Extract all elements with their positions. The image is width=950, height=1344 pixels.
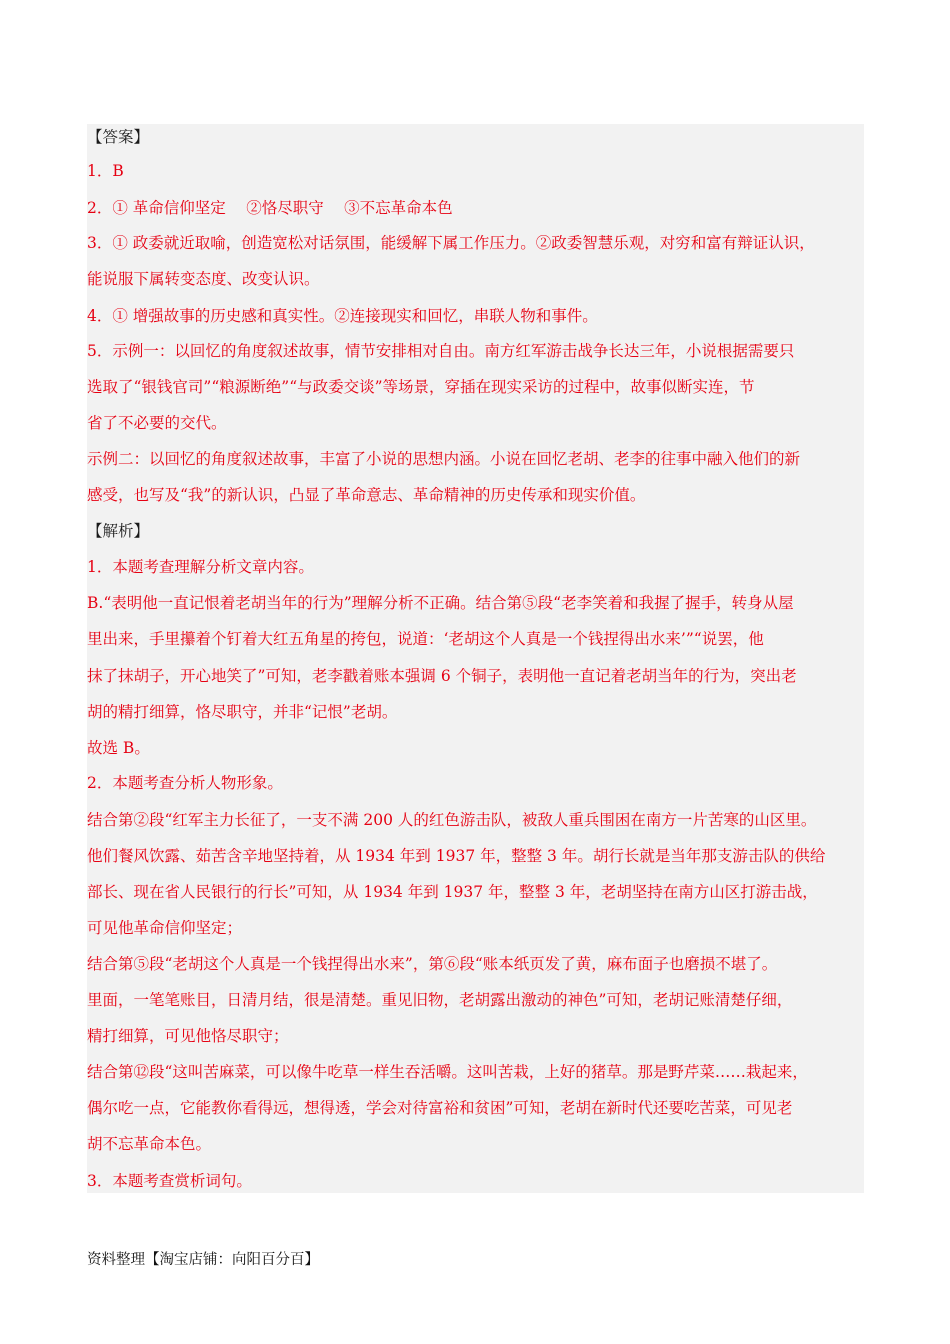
analysis-line-5: 胡的精打细算，恪尽职守，并非“记恨”老胡。 <box>87 703 398 721</box>
analysis-line-14: 精打细算，可见他恪尽职守； <box>87 1027 289 1045</box>
answer-line-10: 感受，也写及“我”的新认识，凸显了革命意志、革命精神的历史传承和现实价值。 <box>87 486 646 504</box>
analysis-line-1: 1．本题考查理解分析文章内容。 <box>87 558 314 576</box>
answer-line-6: 5．示例一：以回忆的角度叙述故事，情节安排相对自由。南方红军游击战争长达三年，小说根据需要只 <box>87 342 795 360</box>
analysis-line-9: 他们餐风饮露、茹苦含辛地坚持着，从 1934 年到 1937 年，整整 3 年。胡行长就是当年那支游击队的供给 <box>87 847 826 865</box>
answer-line-3: 3．① 政委就近取喻，创造宽松对话氛围，能缓解下属工作压力。②政委智慧乐观，对穷和富有辩证认识， <box>87 234 815 252</box>
analysis-line-12: 结合第⑤段“老胡这个人真是一个钱捏得出水来”，第⑥段“账本纸页发了黄，麻布面子也磨损不堪了。 <box>87 955 778 973</box>
answer-line-7: 选取了“银钱官司”“粮源断绝”“与政委交谈”等场景，穿插在现实采访的过程中，故事似断实连，节 <box>87 378 755 396</box>
analysis-line-8: 结合第②段“红军主力长征了，一支不满 200 人的红色游击队，被敌人重兵围困在南方一片苦寒的山区里。 <box>87 811 817 829</box>
analysis-line-7: 2．本题考查分析人物形象。 <box>87 774 283 792</box>
analysis-heading: 【解析】 <box>87 522 150 540</box>
analysis-line-17: 胡不忘革命本色。 <box>87 1135 212 1153</box>
answer-line-1: 1．B <box>87 162 124 180</box>
analysis-line-6: 故选 B。 <box>87 739 150 757</box>
answer-line-2: 2．① 革命信仰坚定 ②恪尽职守 ③不忘革命本色 <box>87 199 453 217</box>
footer-source-note: 资料整理【淘宝店铺：向阳百分百】 <box>87 1252 319 1268</box>
answer-line-9: 示例二：以回忆的角度叙述故事，丰富了小说的思想内涵。小说在回忆老胡、老李的往事中融入他们的新 <box>87 450 801 468</box>
analysis-line-18: 3．本题考查赏析词句。 <box>87 1172 252 1190</box>
analysis-line-10: 部长、现在省人民银行的行长”可知，从 1934 年到 1937 年，整整 3 年，老胡坚持在南方山区打游击战， <box>87 883 818 901</box>
answer-analysis-block <box>87 124 864 1193</box>
answer-line-5: 4．① 增强故事的历史感和真实性。②连接现实和回忆，串联人物和事件。 <box>87 307 598 325</box>
analysis-line-3: 里出来，手里攥着个钉着大红五角星的挎包，说道：‘老胡这个人真是一个钱捏得出水来’”“说罢，他 <box>87 630 764 648</box>
analysis-line-11: 可见他革命信仰坚定； <box>87 919 243 937</box>
analysis-line-13: 里面，一笔笔账目，日清月结，很是清楚。重见旧物，老胡露出激动的神色”可知，老胡记账清楚仔细， <box>87 991 793 1009</box>
analysis-line-16: 偶尔吃一点，它能教你看得远，想得透，学会对待富裕和贫困”可知，老胡在新时代还要吃苦菜，可见老 <box>87 1099 793 1117</box>
analysis-line-2: B.“表明他一直记恨着老胡当年的行为”理解分析不正确。结合第⑤段“老李笑着和我握了握手，转身从屋 <box>87 594 794 612</box>
analysis-line-4: 抹了抹胡子，开心地笑了”可知，老李戳着账本强调 6 个铜子，表明他一直记着老胡当年的行为，突出老 <box>87 667 797 685</box>
answer-line-4: 能说服下属转变态度、改变认识。 <box>87 270 320 288</box>
answer-heading: 【答案】 <box>87 128 150 146</box>
analysis-line-15: 结合第⑫段“这叫苦麻菜，可以像牛吃草一样生吞活嚼。这叫苦栽，上好的猪草。那是野芹菜……栽起来， <box>87 1063 808 1081</box>
answer-line-8: 省了不必要的交代。 <box>87 414 227 432</box>
